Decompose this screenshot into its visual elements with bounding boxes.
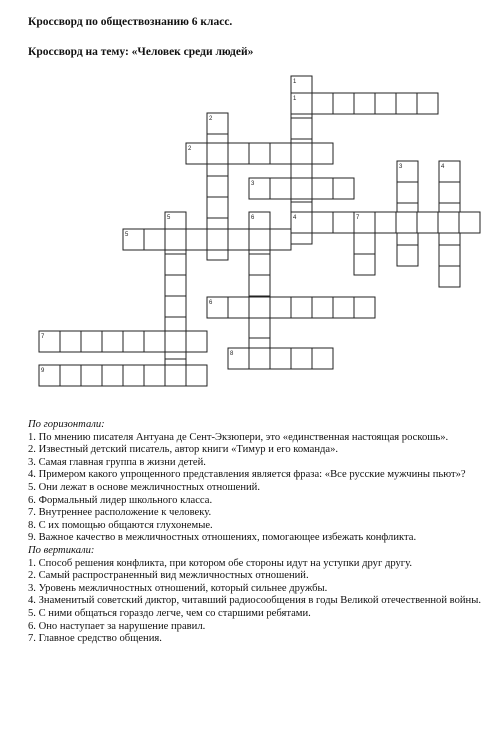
clue-number-a4: 4 — [293, 215, 297, 221]
crossword-cell — [333, 178, 354, 199]
clue-across-6: 6. Формальный лидер школьного класса. — [28, 494, 213, 506]
crossword-cell — [375, 93, 396, 114]
crossword-cell — [123, 331, 144, 352]
crossword-cell — [291, 118, 312, 139]
clue-down-5: 5. С ними общаться гораздо легче, чем со старшими ребятами. — [28, 607, 311, 619]
crossword-cell — [312, 297, 333, 318]
crossword-cell — [249, 275, 270, 296]
clue-number-a7: 7 — [41, 334, 45, 340]
clue-across-9: 9. Важное качество в межличностных отношениях, помогающее избежать конфликта. — [28, 532, 417, 544]
crossword-cell — [439, 245, 460, 266]
crossword-cell — [186, 229, 207, 250]
crossword-cell — [312, 212, 333, 233]
across-heading: По горизонтали: — [28, 419, 105, 430]
crossword-cell — [60, 365, 81, 386]
crossword-cell — [417, 212, 438, 233]
crossword-cell — [270, 143, 291, 164]
crossword-cell — [228, 229, 249, 250]
crossword-cell — [312, 93, 333, 114]
crossword-cell — [396, 212, 417, 233]
clue-number-d2: 2 — [209, 116, 213, 122]
crossword-cell — [333, 297, 354, 318]
crossword-cell — [249, 229, 270, 250]
crossword-cell — [207, 229, 228, 250]
crossword-cell — [438, 212, 459, 233]
crossword-cell — [354, 254, 375, 275]
clue-across-5: 5. Они лежат в основе межличностных отношений. — [28, 481, 260, 493]
clue-number-a8: 8 — [230, 351, 234, 357]
crossword-cell — [81, 331, 102, 352]
crossword-cell — [417, 93, 438, 114]
crossword-cell — [249, 254, 270, 275]
clues-section — [28, 419, 488, 646]
crossword-cell — [270, 297, 291, 318]
clue-down-3: 3. Уровень межличностных отношений, который сильнее дружбы. — [28, 582, 328, 594]
clue-number-a5: 5 — [125, 232, 129, 238]
clue-number-d6: 6 — [251, 215, 255, 221]
clue-down-7: 7. Главное средство общения. — [28, 633, 162, 645]
crossword-cell — [144, 331, 165, 352]
crossword-cell — [312, 178, 333, 199]
crossword-cell — [228, 143, 249, 164]
crossword-cell — [144, 365, 165, 386]
crossword-cell — [397, 182, 418, 203]
clue-number-a3: 3 — [251, 181, 255, 187]
crossword-cell — [270, 178, 291, 199]
crossword-cell — [249, 348, 270, 369]
clue-number-a1: 1 — [293, 96, 297, 102]
clue-across-3: 3. Самая главная группа в жизни детей. — [28, 456, 206, 468]
clue-across-1: 1. По мнению писателя Антуана де Сент-Экзюпери, это «единственная настоящая роскошь». — [28, 431, 449, 443]
clue-down-4: 4. Знаменитый советский диктор, читавший радиосообщения в годы Великой отечественной войны. — [28, 595, 481, 607]
crossword-cell — [312, 348, 333, 369]
crossword-cell — [270, 229, 291, 250]
crossword-cell — [249, 317, 270, 338]
crossword-cell — [333, 93, 354, 114]
clue-number-d1: 1 — [293, 79, 297, 85]
clue-across-7: 7. Внутреннее расположение к человеку. — [28, 507, 212, 519]
across-clues — [28, 432, 488, 545]
crossword-cell — [333, 212, 354, 233]
crossword-cell — [207, 197, 228, 218]
crossword-cell — [249, 143, 270, 164]
crossword-cell — [60, 331, 81, 352]
crossword-cell — [165, 365, 186, 386]
crossword-cell — [354, 297, 375, 318]
clue-number-a6: 6 — [209, 300, 213, 306]
crossword-cell — [81, 365, 102, 386]
crossword-cell — [312, 143, 333, 164]
crossword-cell — [291, 178, 312, 199]
crossword-cell — [165, 296, 186, 317]
crossword-cell — [207, 176, 228, 197]
crossword-cell — [354, 93, 375, 114]
clue-across-2: 2. Известный детский писатель, автор книги «Тимур и его команда». — [28, 444, 339, 456]
clue-across-8: 8. С их помощью общаются глухонемые. — [28, 519, 213, 531]
clue-number-a2: 2 — [188, 146, 192, 152]
clue-across-4: 4. Примером какого упрощенного представления является фраза: «Все русские мужчины пьют»? — [28, 469, 466, 481]
crossword-cell — [186, 331, 207, 352]
clue-down-1: 1. Способ решения конфликта, при котором обе стороны идут на уступки друг другу. — [28, 557, 413, 569]
crossword-cell — [396, 93, 417, 114]
crossword-cell — [144, 229, 165, 250]
crossword-cell — [165, 275, 186, 296]
crossword-cell — [439, 266, 460, 287]
crossword-cell — [291, 297, 312, 318]
crossword-cell — [165, 331, 186, 352]
crossword-cell — [165, 254, 186, 275]
crossword-cell — [375, 212, 396, 233]
crossword-cell — [102, 331, 123, 352]
crossword-cell — [165, 229, 186, 250]
crossword-cell — [249, 297, 270, 318]
crossword-cell — [123, 365, 144, 386]
clue-number-d7: 7 — [356, 215, 360, 221]
crossword-cell — [354, 233, 375, 254]
clue-number-d3: 3 — [399, 164, 403, 170]
clue-down-2: 2. Самый распространенный вид межличностных отношений. — [28, 570, 309, 582]
crossword-cell — [186, 365, 207, 386]
crossword-cell — [228, 297, 249, 318]
clue-number-d5: 5 — [167, 215, 171, 221]
down-heading: По вертикали: — [28, 544, 95, 556]
crossword-cell — [102, 365, 123, 386]
crossword-subtitle: Кроссворд на тему: «Человек среди людей» — [28, 46, 254, 58]
clue-number-a9: 9 — [41, 368, 45, 374]
down-clues — [28, 558, 488, 646]
crossword-cell — [207, 143, 228, 164]
crossword-cell — [459, 212, 480, 233]
crossword-cell — [270, 348, 291, 369]
crossword-cell — [291, 143, 312, 164]
clue-down-6: 6. Оно наступает за нарушение правил. — [28, 620, 206, 632]
crossword-cell — [397, 245, 418, 266]
crossword-cell — [291, 348, 312, 369]
crossword-cell — [439, 182, 460, 203]
page-title: Кроссворд по обществознанию 6 класс. — [28, 16, 233, 28]
clue-number-d4: 4 — [441, 164, 445, 170]
